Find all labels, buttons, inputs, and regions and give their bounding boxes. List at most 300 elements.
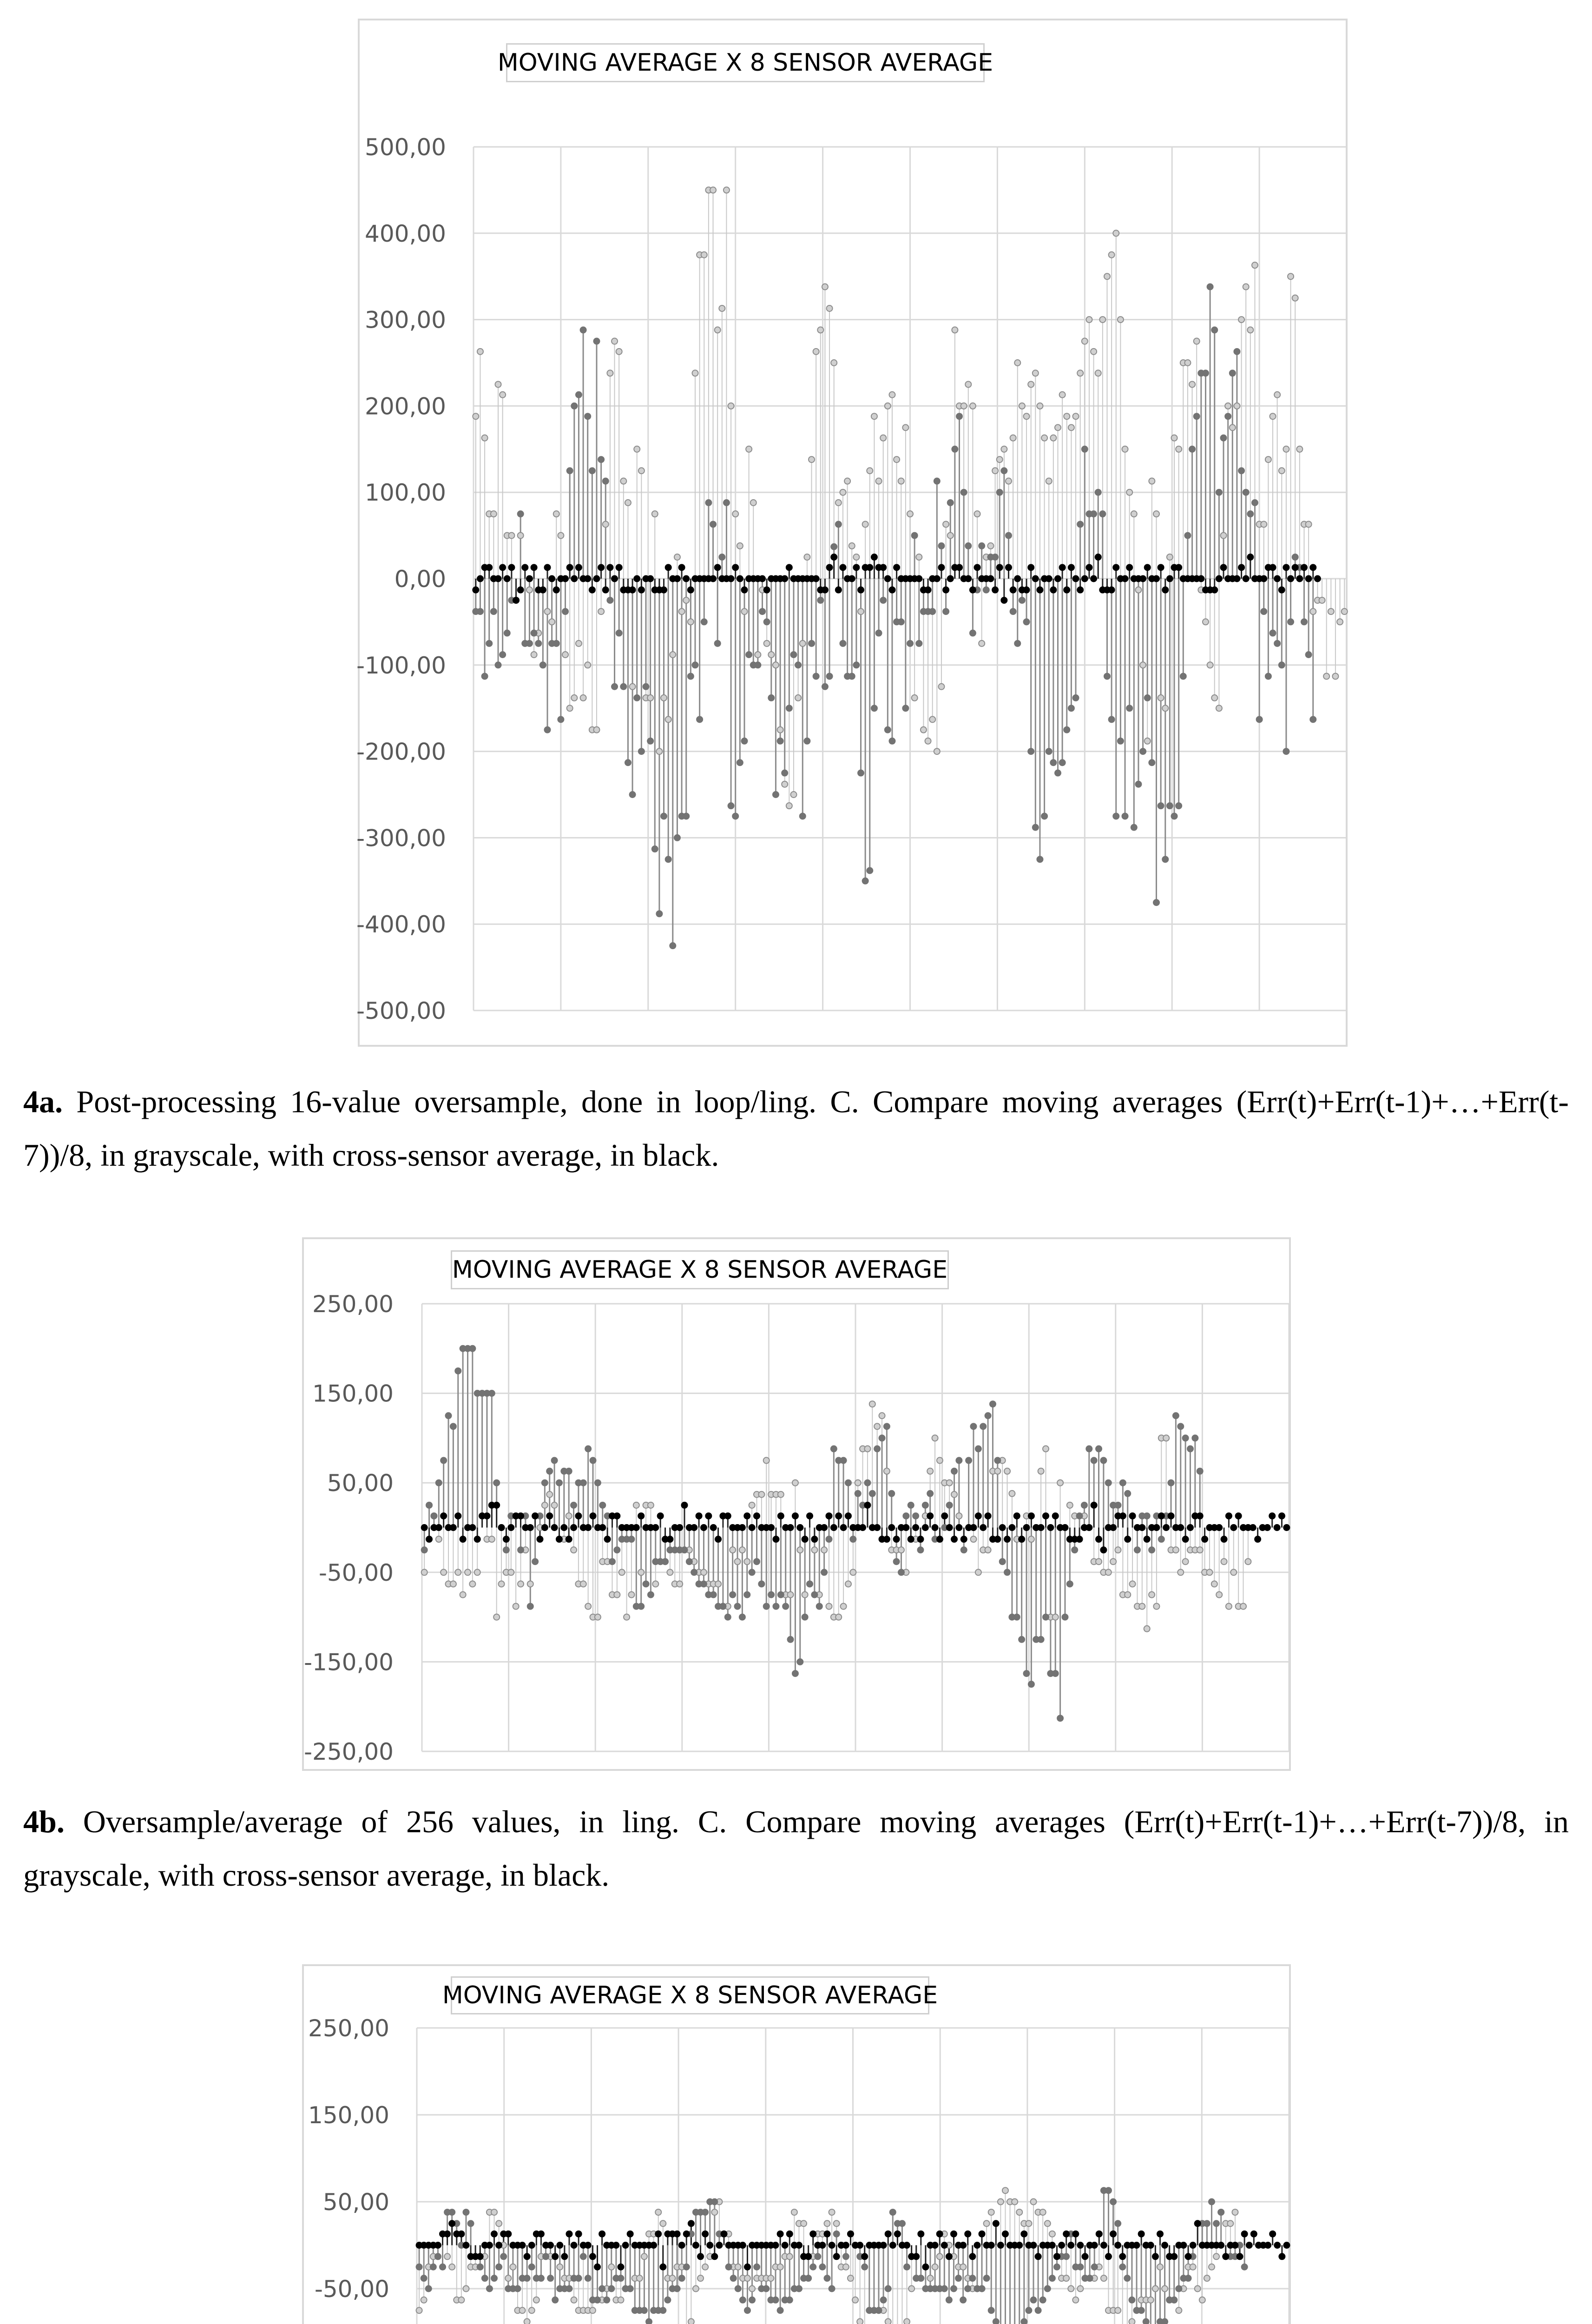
sensor-average-point bbox=[1105, 2253, 1112, 2259]
sensor-average-point bbox=[552, 2253, 558, 2259]
sensor-average-point bbox=[974, 2242, 980, 2248]
sensor-average-point bbox=[1265, 2242, 1271, 2248]
moving-average-light-point bbox=[571, 2297, 577, 2303]
chart-4c-title bbox=[442, 1976, 938, 2014]
sensor-average-point bbox=[477, 2253, 483, 2259]
chart-4a-ytick-label: -100,00 bbox=[356, 652, 446, 679]
sensor-average-point bbox=[585, 2242, 591, 2248]
sensor-average-point bbox=[932, 2242, 938, 2248]
caption-4a-text: Post-processing 16-value oversample, done in loop/ling. C. Compare moving averages (Err(t)+Err(t-1)+…+Err(t-7))/8, in grayscale, with cross-sensor average, in black. bbox=[23, 1084, 1569, 1173]
chart-4a-ytick-label: -300,00 bbox=[356, 825, 446, 852]
chart-4a-ytick-label: -200,00 bbox=[356, 738, 446, 766]
moving-average-dark-point bbox=[529, 2264, 535, 2270]
moving-average-dark-point bbox=[819, 2264, 825, 2270]
moving-average-dark-point bbox=[941, 2286, 947, 2292]
moving-average-light-point bbox=[801, 2220, 807, 2226]
moving-average-dark-point bbox=[1204, 2220, 1210, 2226]
moving-average-dark-point bbox=[482, 2275, 488, 2281]
moving-average-dark-point bbox=[740, 2297, 746, 2303]
moving-average-dark-point bbox=[514, 2286, 520, 2292]
chart-4b-ytick-label: 50,00 bbox=[327, 1470, 394, 1497]
sensor-average-point bbox=[1270, 2231, 1276, 2237]
moving-average-dark-point bbox=[824, 2275, 830, 2281]
moving-average-light-point bbox=[988, 2209, 994, 2215]
moving-average-dark-point bbox=[1021, 2319, 1027, 2324]
sensor-average-point bbox=[1035, 2253, 1041, 2259]
moving-average-dark-point bbox=[1138, 2307, 1145, 2313]
chart-4a-ytick-label: -400,00 bbox=[356, 911, 446, 938]
sensor-average-point bbox=[613, 2242, 619, 2248]
moving-average-light-point bbox=[1162, 2286, 1168, 2292]
moving-average-dark-point bbox=[576, 2275, 582, 2281]
sensor-average-point bbox=[937, 2231, 943, 2237]
sensor-average-point bbox=[520, 2242, 526, 2248]
moving-average-dark-point bbox=[969, 2275, 975, 2281]
moving-average-dark-point bbox=[1087, 2275, 1093, 2281]
sensor-average-point bbox=[834, 2253, 840, 2259]
sensor-average-point bbox=[1152, 2253, 1158, 2259]
sensor-average-point bbox=[679, 2242, 685, 2248]
sensor-average-point bbox=[1232, 2242, 1238, 2248]
chart-4a-ytick-label: 500,00 bbox=[365, 134, 446, 161]
moving-average-dark-point bbox=[477, 2264, 483, 2270]
moving-average-dark-point bbox=[660, 2307, 666, 2313]
moving-average-dark-point bbox=[763, 2286, 769, 2292]
moving-average-light-point bbox=[533, 2297, 539, 2303]
sensor-average-point bbox=[529, 2242, 535, 2248]
moving-average-dark-point bbox=[843, 2253, 849, 2259]
moving-average-dark-point bbox=[496, 2264, 502, 2270]
moving-average-light-point bbox=[1152, 2286, 1158, 2292]
sensor-average-point bbox=[810, 2231, 816, 2237]
moving-average-dark-point bbox=[627, 2286, 633, 2292]
moving-average-dark-point bbox=[979, 2286, 985, 2292]
sensor-average-point bbox=[651, 2242, 657, 2248]
chart-4a-ytick-label: 200,00 bbox=[365, 393, 446, 420]
moving-average-light-point bbox=[843, 2264, 849, 2270]
moving-average-light-point bbox=[510, 2264, 516, 2270]
moving-average-dark-point bbox=[702, 2209, 708, 2215]
sensor-average-point bbox=[1119, 2253, 1125, 2259]
moving-average-dark-point bbox=[829, 2286, 835, 2292]
moving-average-dark-point bbox=[946, 2297, 952, 2303]
chart-4c-ytick-label: 50,00 bbox=[322, 2189, 389, 2216]
moving-average-light-point bbox=[1190, 2264, 1196, 2270]
sensor-average-point bbox=[1082, 2253, 1088, 2259]
moving-average-light-point bbox=[787, 2253, 793, 2259]
sensor-average-point bbox=[890, 2242, 896, 2248]
sensor-average-point bbox=[1251, 2231, 1257, 2237]
moving-average-dark-point bbox=[604, 2297, 610, 2303]
moving-average-light-point bbox=[960, 2264, 966, 2270]
sensor-average-point bbox=[777, 2231, 783, 2237]
sensor-average-point bbox=[1002, 2231, 1008, 2237]
sensor-average-point bbox=[1063, 2231, 1069, 2237]
moving-average-light-point bbox=[1176, 2307, 1182, 2313]
chart-4c-ytick-label: 250,00 bbox=[308, 2015, 389, 2042]
moving-average-light-point bbox=[1077, 2286, 1083, 2292]
moving-average-dark-point bbox=[435, 2253, 441, 2259]
moving-average-dark-point bbox=[416, 2264, 422, 2270]
sensor-average-point bbox=[524, 2253, 530, 2259]
sensor-average-point bbox=[819, 2242, 825, 2248]
moving-average-dark-point bbox=[777, 2307, 783, 2313]
chart-4b-ytick-label: 250,00 bbox=[312, 1291, 394, 1318]
moving-average-light-point bbox=[458, 2297, 464, 2303]
sensor-average-point bbox=[1115, 2242, 1121, 2248]
sensor-average-point bbox=[881, 2242, 887, 2248]
sensor-average-point bbox=[1054, 2253, 1060, 2259]
sensor-average-point bbox=[590, 2253, 596, 2259]
moving-average-dark-point bbox=[881, 2297, 887, 2303]
sensor-average-point bbox=[674, 2231, 680, 2237]
sensor-average-point bbox=[693, 2242, 699, 2248]
moving-average-light-point bbox=[688, 2319, 694, 2324]
sensor-average-point bbox=[740, 2242, 746, 2248]
moving-average-dark-point bbox=[547, 2275, 553, 2281]
moving-average-light-point bbox=[1115, 2307, 1121, 2313]
sensor-average-point bbox=[782, 2242, 788, 2248]
sensor-average-point bbox=[557, 2242, 563, 2248]
moving-average-light-point bbox=[1045, 2220, 1051, 2226]
moving-average-light-point bbox=[1101, 2275, 1107, 2281]
sensor-average-point bbox=[1031, 2242, 1037, 2248]
sensor-average-point bbox=[463, 2242, 469, 2248]
sensor-average-point bbox=[960, 2242, 966, 2248]
moving-average-dark-point bbox=[1040, 2297, 1046, 2303]
moving-average-dark-point bbox=[524, 2275, 530, 2281]
moving-average-dark-point bbox=[1171, 2297, 1177, 2303]
sensor-average-point bbox=[862, 2253, 868, 2259]
moving-average-dark-point bbox=[641, 2307, 647, 2313]
sensor-average-point bbox=[1218, 2242, 1224, 2248]
moving-average-light-point bbox=[590, 2307, 596, 2313]
moving-average-dark-point bbox=[580, 2253, 586, 2259]
sensor-average-point bbox=[1171, 2253, 1177, 2259]
sensor-average-point bbox=[772, 2242, 778, 2248]
moving-average-dark-point bbox=[1124, 2275, 1130, 2281]
moving-average-light-point bbox=[744, 2275, 750, 2281]
sensor-average-point bbox=[824, 2231, 830, 2237]
sensor-average-point bbox=[1077, 2242, 1083, 2248]
moving-average-light-point bbox=[491, 2209, 497, 2215]
moving-average-dark-point bbox=[608, 2286, 614, 2292]
sensor-average-point bbox=[1059, 2242, 1065, 2248]
moving-average-dark-point bbox=[491, 2275, 497, 2281]
sensor-average-point bbox=[599, 2231, 605, 2237]
sensor-average-point bbox=[491, 2231, 497, 2237]
moving-average-light-point bbox=[928, 2275, 934, 2281]
sensor-average-point bbox=[594, 2264, 600, 2270]
moving-average-dark-point bbox=[899, 2220, 905, 2226]
moving-average-light-point bbox=[1157, 2264, 1163, 2270]
sensor-average-point bbox=[547, 2242, 553, 2248]
moving-average-dark-point bbox=[754, 2264, 760, 2270]
moving-average-dark-point bbox=[726, 2264, 732, 2270]
moving-average-dark-point bbox=[834, 2231, 840, 2237]
moving-average-dark-point bbox=[1110, 2199, 1116, 2205]
moving-average-dark-point bbox=[552, 2297, 558, 2303]
sensor-average-point bbox=[627, 2231, 633, 2237]
moving-average-dark-point bbox=[815, 2253, 821, 2259]
sensor-average-point bbox=[1180, 2242, 1186, 2248]
moving-average-light-point bbox=[702, 2264, 708, 2270]
sensor-average-point bbox=[1134, 2242, 1140, 2248]
sensor-average-point bbox=[951, 2231, 957, 2237]
moving-average-light-point bbox=[1072, 2297, 1079, 2303]
moving-average-dark-point bbox=[1119, 2264, 1125, 2270]
moving-average-dark-point bbox=[711, 2199, 717, 2205]
sensor-average-point bbox=[707, 2242, 713, 2248]
sensor-average-point bbox=[969, 2253, 975, 2259]
moving-average-light-point bbox=[768, 2275, 774, 2281]
moving-average-light-point bbox=[463, 2286, 469, 2292]
sensor-average-point bbox=[1246, 2242, 1252, 2248]
sensor-average-point bbox=[787, 2231, 793, 2237]
moving-average-dark-point bbox=[1162, 2319, 1168, 2324]
moving-average-dark-point bbox=[1185, 2275, 1191, 2281]
moving-average-light-point bbox=[711, 2209, 717, 2215]
sensor-average-point bbox=[684, 2231, 690, 2237]
sensor-average-point bbox=[660, 2264, 666, 2270]
moving-average-dark-point bbox=[1213, 2220, 1219, 2226]
sensor-average-point bbox=[1101, 2242, 1107, 2248]
moving-average-light-point bbox=[1199, 2297, 1205, 2303]
sensor-average-point bbox=[796, 2242, 802, 2248]
moving-average-dark-point bbox=[543, 2253, 549, 2259]
moving-average-light-point bbox=[1012, 2199, 1018, 2205]
moving-average-light-point bbox=[735, 2264, 741, 2270]
moving-average-light-point bbox=[524, 2319, 530, 2324]
caption-4a-label: 4a. bbox=[23, 1084, 63, 1119]
moving-average-dark-point bbox=[951, 2286, 957, 2292]
moving-average-light-point bbox=[834, 2220, 840, 2226]
sensor-average-point bbox=[1110, 2231, 1116, 2237]
sensor-average-point bbox=[848, 2231, 854, 2237]
sensor-average-point bbox=[1162, 2242, 1168, 2248]
chart-4b-ytick-label: 150,00 bbox=[312, 1380, 394, 1407]
sensor-average-point bbox=[688, 2220, 694, 2226]
chart-4a-ytick-label: 100,00 bbox=[365, 479, 446, 507]
moving-average-dark-point bbox=[1129, 2297, 1135, 2303]
chart-4b-ytick-label: -50,00 bbox=[318, 1559, 394, 1586]
sensor-average-point bbox=[965, 2231, 971, 2237]
sensor-average-point bbox=[843, 2242, 849, 2248]
sensor-average-point bbox=[979, 2231, 985, 2237]
moving-average-dark-point bbox=[487, 2286, 493, 2292]
sensor-average-point bbox=[538, 2231, 544, 2237]
moving-average-light-point bbox=[1213, 2253, 1219, 2259]
moving-average-dark-point bbox=[735, 2286, 741, 2292]
moving-average-light-point bbox=[1148, 2297, 1154, 2303]
moving-average-light-point bbox=[416, 2307, 422, 2313]
moving-average-dark-point bbox=[1063, 2253, 1069, 2259]
sensor-average-point bbox=[1049, 2242, 1055, 2248]
moving-average-light-point bbox=[1209, 2264, 1215, 2270]
sensor-average-point bbox=[566, 2231, 572, 2237]
moving-average-dark-point bbox=[618, 2275, 624, 2281]
sensor-average-point bbox=[904, 2242, 910, 2248]
moving-average-dark-point bbox=[1209, 2199, 1215, 2205]
moving-average-dark-point bbox=[599, 2286, 605, 2292]
sensor-average-point bbox=[1138, 2231, 1145, 2237]
moving-average-light-point bbox=[669, 2275, 675, 2281]
sensor-average-point bbox=[702, 2231, 708, 2237]
moving-average-dark-point bbox=[500, 2253, 507, 2259]
moving-average-light-point bbox=[857, 2319, 863, 2324]
sensor-average-point bbox=[1274, 2242, 1280, 2248]
moving-average-dark-point bbox=[749, 2297, 755, 2303]
moving-average-light-point bbox=[655, 2209, 661, 2215]
moving-average-light-point bbox=[1195, 2286, 1201, 2292]
moving-average-light-point bbox=[932, 2264, 938, 2270]
moving-average-dark-point bbox=[988, 2307, 994, 2313]
chart-4c-ytick-label: -50,00 bbox=[314, 2276, 389, 2303]
sensor-average-point bbox=[895, 2231, 901, 2237]
moving-average-light-point bbox=[660, 2220, 666, 2226]
sensor-average-point bbox=[1157, 2231, 1163, 2237]
caption-4b-text: Oversample/average of 256 values, in ling. C. Compare moving averages (Err(t)+Err(t-1)+…+Err(t-7))/8, in grayscale, with cross-sensor average, in black. bbox=[23, 1804, 1569, 1893]
moving-average-dark-point bbox=[885, 2286, 891, 2292]
sensor-average-point bbox=[444, 2231, 450, 2237]
moving-average-dark-point bbox=[1176, 2286, 1182, 2292]
sensor-average-point bbox=[988, 2242, 994, 2248]
moving-average-light-point bbox=[998, 2199, 1004, 2205]
moving-average-light-point bbox=[848, 2275, 854, 2281]
moving-average-dark-point bbox=[1054, 2264, 1060, 2270]
sensor-average-point bbox=[1242, 2231, 1248, 2237]
moving-average-dark-point bbox=[862, 2264, 868, 2270]
moving-average-dark-point bbox=[646, 2319, 652, 2324]
moving-average-dark-point bbox=[744, 2307, 750, 2313]
moving-average-dark-point bbox=[674, 2286, 680, 2292]
moving-average-dark-point bbox=[730, 2275, 737, 2281]
moving-average-dark-point bbox=[1092, 2264, 1098, 2270]
sensor-average-point bbox=[561, 2253, 567, 2259]
sensor-average-point bbox=[576, 2231, 582, 2237]
chart-4a-ytick-label: 400,00 bbox=[365, 220, 446, 247]
sensor-average-point bbox=[655, 2231, 661, 2237]
moving-average-dark-point bbox=[430, 2264, 436, 2270]
moving-average-dark-point bbox=[984, 2275, 990, 2281]
moving-average-light-point bbox=[449, 2264, 455, 2270]
sensor-average-point bbox=[458, 2231, 464, 2237]
moving-average-dark-point bbox=[1105, 2187, 1112, 2193]
moving-average-light-point bbox=[885, 2319, 891, 2324]
sensor-average-point bbox=[941, 2242, 947, 2248]
moving-average-light-point bbox=[791, 2209, 797, 2215]
moving-average-light-point bbox=[608, 2264, 614, 2270]
moving-average-dark-point bbox=[594, 2297, 600, 2303]
moving-average-dark-point bbox=[468, 2220, 474, 2226]
chart-4b-ytick-label: -150,00 bbox=[304, 1649, 394, 1676]
moving-average-light-point bbox=[1232, 2209, 1238, 2215]
sensor-average-point bbox=[435, 2242, 441, 2248]
moving-average-dark-point bbox=[1035, 2307, 1041, 2313]
moving-average-light-point bbox=[1002, 2187, 1008, 2193]
caption-4b-label: 4b. bbox=[23, 1804, 65, 1839]
sensor-average-point bbox=[505, 2231, 511, 2237]
moving-average-light-point bbox=[829, 2209, 835, 2215]
moving-average-light-point bbox=[1068, 2286, 1074, 2292]
sensor-average-point bbox=[857, 2242, 863, 2248]
sensor-average-point bbox=[571, 2242, 577, 2248]
moving-average-dark-point bbox=[1077, 2264, 1083, 2270]
moving-average-dark-point bbox=[679, 2275, 685, 2281]
sensor-average-point bbox=[711, 2253, 717, 2259]
moving-average-dark-point bbox=[1031, 2297, 1037, 2303]
moving-average-dark-point bbox=[787, 2297, 793, 2303]
moving-average-dark-point bbox=[810, 2264, 816, 2270]
sensor-average-point bbox=[1148, 2242, 1154, 2248]
moving-average-dark-point bbox=[1049, 2275, 1055, 2281]
sensor-average-point bbox=[946, 2253, 952, 2259]
moving-average-dark-point bbox=[426, 2286, 432, 2292]
sensor-average-point bbox=[1068, 2242, 1074, 2248]
sensor-average-point bbox=[1096, 2231, 1102, 2237]
sensor-average-point bbox=[805, 2253, 811, 2259]
moving-average-light-point bbox=[1227, 2220, 1233, 2226]
moving-average-dark-point bbox=[664, 2297, 671, 2303]
chart-4b-title-text: MOVING AVERAGE X 8 SENSOR AVERAGE bbox=[452, 1256, 948, 1284]
moving-average-light-point bbox=[777, 2264, 783, 2270]
moving-average-dark-point bbox=[918, 2275, 924, 2281]
moving-average-dark-point bbox=[463, 2209, 469, 2215]
moving-average-dark-point bbox=[960, 2297, 966, 2303]
moving-average-light-point bbox=[505, 2275, 511, 2281]
moving-average-light-point bbox=[557, 2264, 563, 2270]
moving-average-dark-point bbox=[965, 2286, 971, 2292]
moving-average-dark-point bbox=[993, 2319, 999, 2324]
moving-average-dark-point bbox=[449, 2209, 455, 2215]
moving-average-dark-point bbox=[805, 2275, 811, 2281]
moving-average-light-point bbox=[1026, 2220, 1032, 2226]
sensor-average-point bbox=[1072, 2231, 1079, 2237]
moving-average-light-point bbox=[520, 2307, 526, 2313]
sensor-average-point bbox=[1021, 2231, 1027, 2237]
moving-average-light-point bbox=[618, 2297, 624, 2303]
moving-average-light-point bbox=[697, 2275, 704, 2281]
moving-average-light-point bbox=[496, 2220, 502, 2226]
moving-average-light-point bbox=[984, 2220, 990, 2226]
moving-average-light-point bbox=[529, 2307, 535, 2313]
moving-average-light-point bbox=[637, 2275, 643, 2281]
moving-average-dark-point bbox=[1143, 2319, 1149, 2324]
moving-average-light-point bbox=[852, 2297, 858, 2303]
moving-average-dark-point bbox=[585, 2275, 591, 2281]
sensor-average-point bbox=[487, 2242, 493, 2248]
chart-4a-ytick-label: 300,00 bbox=[365, 306, 446, 334]
moving-average-light-point bbox=[1063, 2275, 1069, 2281]
moving-average-light-point bbox=[641, 2253, 647, 2259]
sensor-average-point bbox=[918, 2231, 924, 2237]
chart-4b-ytick-label: -250,00 bbox=[304, 1738, 394, 1765]
moving-average-light-point bbox=[904, 2319, 910, 2324]
moving-average-light-point bbox=[937, 2253, 943, 2259]
moving-average-light-point bbox=[1040, 2209, 1046, 2215]
sensor-average-point bbox=[496, 2242, 502, 2248]
sensor-average-point bbox=[716, 2242, 722, 2248]
moving-average-light-point bbox=[749, 2286, 755, 2292]
sensor-average-point bbox=[1185, 2253, 1191, 2259]
moving-average-dark-point bbox=[684, 2264, 690, 2270]
sensor-average-point bbox=[993, 2220, 999, 2226]
moving-average-dark-point bbox=[904, 2264, 910, 2270]
moving-average-dark-point bbox=[955, 2275, 961, 2281]
moving-average-light-point bbox=[1129, 2319, 1135, 2324]
moving-average-light-point bbox=[1049, 2231, 1055, 2237]
sensor-average-point bbox=[1283, 2242, 1289, 2248]
